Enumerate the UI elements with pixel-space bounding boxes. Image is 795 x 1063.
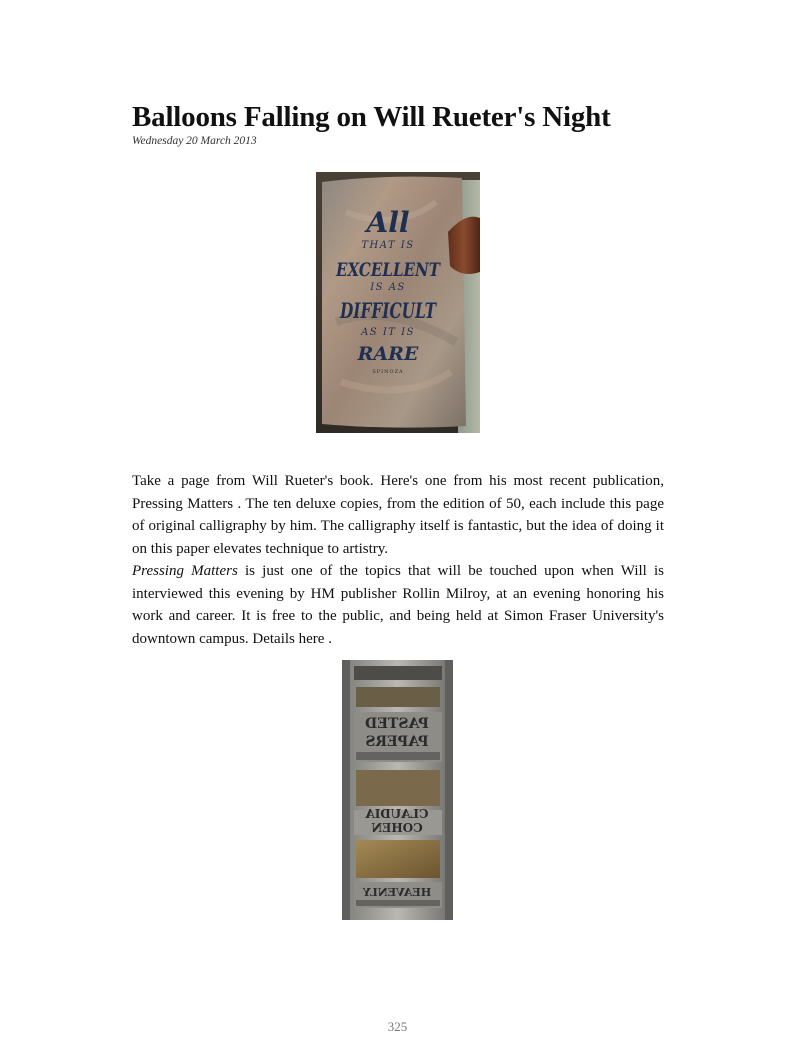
calligraphy-line-5: DIFFICULT [339,298,437,323]
calligraphy-photo [316,172,480,433]
calligraphy-line-4: IS AS [370,282,406,293]
page-number: 325 [387,1019,408,1034]
blog-post [132,98,664,899]
paragraph-1: Take a page from Will Rueter's book. Here's one from his most recent publication, Pressing Matters . The ten deluxe copies, from the edition of 50, each include this page of original calligraphy by him. The calligraphy itself is fantastic, but the idea of doing it on this paper elevates technique to artistry. [132,473,664,557]
calligraphy-attribution: SPINOZA [372,369,404,375]
post-date: Wednesday 20 March 2013 [132,135,257,147]
calligraphy-line-7: RARE [357,343,419,365]
calligraphy-line-2: THAT IS [361,240,415,251]
calligraphy-line-1: All [366,206,410,239]
calligraphy-line-6: AS IT IS [361,327,415,338]
type-line-2: PAPERS [365,734,429,750]
type-lockup-photo [342,660,453,920]
type-line-1: PASTED [365,716,429,732]
paragraph-2-text: is just one of the topics that will be touched upon when Will is interviewed this evening by HM publisher Rollin Milroy, at an evening honoring his work and career. It is free to the public, and being held at Simon Fraser University's downtown campus. Details here . [132,563,664,647]
type-line-3: CLAUDIA [365,807,429,821]
paragraph-2 [132,560,664,650]
book-title: Pressing Matters [132,563,238,579]
type-line-4: COHEN [371,821,423,835]
post-title: Balloons Falling on Will Rueter's Night [132,101,611,133]
post-body [132,470,664,650]
type-line-5: HEAVENLY [362,886,432,899]
calligraphy-line-3: EXCELLENT [335,259,442,281]
